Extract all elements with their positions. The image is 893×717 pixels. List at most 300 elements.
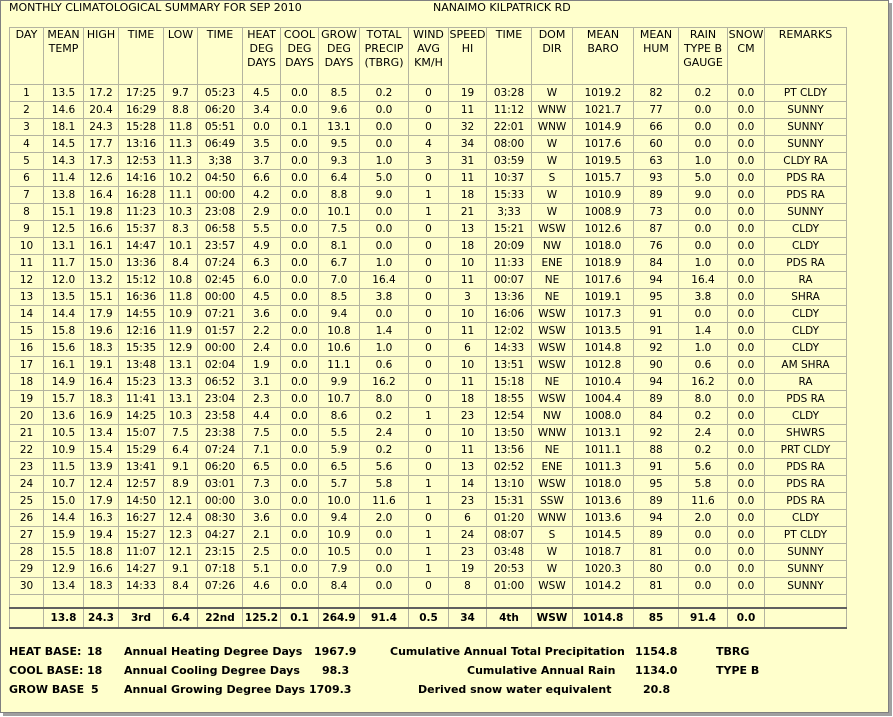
table-cell: 3.7 (243, 153, 281, 170)
table-cell: PDS RA (765, 493, 847, 510)
table-cell: 0.0 (728, 578, 765, 595)
table-cell: 06:58 (198, 221, 243, 238)
table-cell: 15:27 (119, 527, 164, 544)
table-cell: 0.0 (360, 204, 409, 221)
table-row (10, 408, 847, 425)
table-row (10, 221, 847, 238)
table-cell: 1017.6 (573, 136, 634, 153)
table-cell: 18 (449, 187, 487, 204)
table-cell: 15.8 (44, 323, 84, 340)
table-cell: 28 (10, 544, 44, 561)
table-cell: 13:36 (487, 289, 532, 306)
table-cell: 13.9 (84, 459, 119, 476)
table-cell: CLDY (765, 323, 847, 340)
table-cell: 16.6 (84, 561, 119, 578)
table-cell: 88 (634, 442, 679, 459)
table-cell: 14.5 (44, 136, 84, 153)
table-cell: 07:24 (198, 255, 243, 272)
column-header-line: DOM (538, 28, 566, 41)
table-cell: 12:57 (119, 476, 164, 493)
table-cell: 20:09 (487, 238, 532, 255)
table-cell: 7.5 (164, 425, 198, 442)
table-cell: 11 (449, 170, 487, 187)
table-cell: 14.3 (44, 153, 84, 170)
table-cell: 11.8 (164, 119, 198, 136)
table-cell: 0.0 (728, 85, 765, 102)
table-cell: 0.0 (281, 357, 319, 374)
table-row (10, 153, 847, 170)
table-cell: 1013.6 (573, 510, 634, 527)
table-cell: 15.6 (44, 340, 84, 357)
table-cell: 0.0 (728, 425, 765, 442)
table-cell: 1018.0 (573, 476, 634, 493)
table-cell: 0.0 (281, 476, 319, 493)
table-cell: 7.3 (243, 476, 281, 493)
table-cell: 0.0 (281, 255, 319, 272)
table-cell: 5.0 (679, 170, 728, 187)
table-cell: 16:27 (119, 510, 164, 527)
table-cell: 11:12 (487, 102, 532, 119)
table-cell: PT CLDY (765, 527, 847, 544)
table-cell: 16 (10, 340, 44, 357)
table-cell: 0 (409, 391, 449, 408)
table-cell: 0.1 (281, 119, 319, 136)
table-cell: 06:20 (198, 102, 243, 119)
table-cell: 80 (634, 561, 679, 578)
table-cell: 10.3 (164, 408, 198, 425)
table-cell: 03:28 (487, 85, 532, 102)
summary-cell: 91.4 (360, 608, 409, 628)
table-cell: NE (532, 272, 573, 289)
table-cell: 15 (10, 323, 44, 340)
table-cell: 13.4 (44, 578, 84, 595)
column-header-line: PRECIP (364, 42, 404, 55)
table-cell: 16.4 (84, 374, 119, 391)
table-cell: 0.0 (360, 119, 409, 136)
table-cell: 11:23 (119, 204, 164, 221)
cum-precip-label: Cumulative Annual Total Precipitation (390, 645, 625, 658)
table-cell: 5.7 (319, 476, 360, 493)
table-cell: 19.1 (84, 357, 119, 374)
table-row (10, 544, 847, 561)
table-cell: 13:10 (487, 476, 532, 493)
table-cell: CLDY (765, 408, 847, 425)
table-cell: PDS RA (765, 255, 847, 272)
table-cell: 11.9 (164, 323, 198, 340)
table-cell: 6 (449, 340, 487, 357)
table-cell: 0.0 (243, 119, 281, 136)
table-cell: 0.0 (679, 238, 728, 255)
column-header-line: REMARKS (778, 28, 833, 41)
column-header-line: DAY (15, 28, 38, 41)
table-cell: 0 (409, 578, 449, 595)
table-cell: 1 (409, 408, 449, 425)
table-cell: 13:36 (119, 255, 164, 272)
table-cell: 0.0 (679, 527, 728, 544)
table-cell: 16.4 (360, 272, 409, 289)
table-cell: WSW (532, 221, 573, 238)
table-row (10, 459, 847, 476)
table-cell: 9.4 (319, 510, 360, 527)
column-header (679, 28, 728, 85)
table-cell: W (532, 544, 573, 561)
table-row (10, 136, 847, 153)
table-cell: WNW (532, 425, 573, 442)
table-cell: CLDY (765, 340, 847, 357)
table-cell: 9.7 (164, 85, 198, 102)
table-cell: 1013.6 (573, 493, 634, 510)
table-cell: 11.3 (164, 136, 198, 153)
table-cell: AM SHRA (765, 357, 847, 374)
column-header (119, 28, 164, 85)
table-cell: 15:29 (119, 442, 164, 459)
table-cell: 00:00 (198, 187, 243, 204)
table-cell: 18.1 (44, 119, 84, 136)
table-cell: 10:37 (487, 170, 532, 187)
column-header-line: (TBRG) (364, 56, 404, 69)
table-cell: 5.1 (243, 561, 281, 578)
table-cell: 0.0 (281, 289, 319, 306)
table-cell: 0.0 (360, 578, 409, 595)
table-cell: 0.0 (281, 85, 319, 102)
table-cell: 0.0 (281, 204, 319, 221)
table-cell: 9.1 (164, 459, 198, 476)
table-cell: 12.0 (44, 272, 84, 289)
table-cell: 15:31 (487, 493, 532, 510)
table-cell: 0.0 (360, 544, 409, 561)
table-cell: 81 (634, 544, 679, 561)
table-cell: 0.0 (728, 476, 765, 493)
summary-cell (10, 608, 44, 628)
column-header-line: DAYS (324, 56, 354, 69)
table-cell: 16.1 (44, 357, 84, 374)
table-cell: 0.2 (360, 442, 409, 459)
column-header (449, 28, 487, 85)
table-cell: 0.2 (679, 85, 728, 102)
table-cell: 03:48 (487, 544, 532, 561)
table-cell: 17.3 (84, 153, 119, 170)
table-cell: 0 (409, 170, 449, 187)
table-cell: 10.0 (319, 493, 360, 510)
table-cell: 1 (409, 561, 449, 578)
table-cell: 12:53 (119, 153, 164, 170)
summary-cell: WSW (532, 608, 573, 628)
table-cell: 16:06 (487, 306, 532, 323)
table-cell: 77 (634, 102, 679, 119)
table-cell: 0.0 (728, 136, 765, 153)
table-cell: 17.9 (84, 306, 119, 323)
table-cell: 89 (634, 391, 679, 408)
table-cell: 16.2 (360, 374, 409, 391)
table-cell: 4.5 (243, 85, 281, 102)
spacer-cell (634, 595, 679, 609)
table-cell: 5.8 (679, 476, 728, 493)
table-cell: 26 (10, 510, 44, 527)
column-header (164, 28, 198, 85)
column-header-line: TOTAL (366, 28, 402, 41)
table-cell: 0.0 (728, 391, 765, 408)
table-cell: 13.1 (319, 119, 360, 136)
table-cell: 7.9 (319, 561, 360, 578)
table-cell: 13.8 (44, 187, 84, 204)
table-cell: 0.0 (728, 561, 765, 578)
table-cell: 1011.3 (573, 459, 634, 476)
table-row (10, 493, 847, 510)
table-cell: 0 (409, 272, 449, 289)
table-cell: 0.0 (360, 527, 409, 544)
table-cell: 0.0 (728, 238, 765, 255)
column-header-line: TIME (127, 28, 155, 41)
table-cell: 0.0 (281, 544, 319, 561)
table-cell: 5.6 (360, 459, 409, 476)
table-cell: 16.6 (84, 221, 119, 238)
table-cell: 19 (10, 391, 44, 408)
table-cell: 07:24 (198, 442, 243, 459)
table-cell: 2 (10, 102, 44, 119)
column-header-line: HIGH (86, 28, 116, 41)
table-cell: NE (532, 374, 573, 391)
table-cell: 13.1 (164, 357, 198, 374)
column-header (634, 28, 679, 85)
table-cell: 8.0 (360, 391, 409, 408)
table-cell: 13:48 (119, 357, 164, 374)
table-cell: 02:45 (198, 272, 243, 289)
table-cell: 0.0 (679, 578, 728, 595)
table-row (10, 374, 847, 391)
table-cell: 0.0 (360, 136, 409, 153)
table-cell: 91 (634, 323, 679, 340)
table-cell: 12.1 (164, 544, 198, 561)
table-cell: 12.4 (84, 476, 119, 493)
annual-heating-value: 1967.9 (314, 645, 357, 658)
table-cell: 10 (10, 238, 44, 255)
table-cell: SUNNY (765, 102, 847, 119)
table-cell: 12.6 (84, 170, 119, 187)
table-cell: 10 (449, 306, 487, 323)
table-cell: 0.6 (360, 357, 409, 374)
table-cell: 02:04 (198, 357, 243, 374)
table-cell: W (532, 204, 573, 221)
table-cell: 13:51 (487, 357, 532, 374)
table-row (10, 272, 847, 289)
table-cell: 2.0 (360, 510, 409, 527)
table-cell: 24 (449, 527, 487, 544)
table-cell: 89 (634, 493, 679, 510)
spacer-cell (409, 595, 449, 609)
column-header-line: DAYS (247, 56, 276, 69)
table-cell: 0.0 (679, 204, 728, 221)
table-cell: 13 (10, 289, 44, 306)
column-header (573, 28, 634, 85)
climate-table (9, 27, 847, 629)
cool-base-value: 18 (87, 664, 103, 677)
summary-cell: 6.4 (164, 608, 198, 628)
table-cell: 14:33 (119, 578, 164, 595)
table-cell: 1 (409, 476, 449, 493)
table-cell: 1.4 (679, 323, 728, 340)
table-cell: 14:33 (487, 340, 532, 357)
table-cell: 14.9 (44, 374, 84, 391)
table-cell: 12.3 (164, 527, 198, 544)
table-cell: 16.3 (84, 510, 119, 527)
table-cell: 0 (409, 340, 449, 357)
table-cell: 13:56 (487, 442, 532, 459)
table-cell: SUNNY (765, 119, 847, 136)
table-cell: 11:41 (119, 391, 164, 408)
spacer-cell (281, 595, 319, 609)
table-cell: W (532, 136, 573, 153)
column-header (319, 28, 360, 85)
table-cell: 7 (10, 187, 44, 204)
table-row (10, 102, 847, 119)
table-cell: 7.5 (319, 221, 360, 238)
table-cell: 0.0 (679, 119, 728, 136)
table-cell: 8.8 (319, 187, 360, 204)
table-row (10, 476, 847, 493)
table-cell: 2.3 (243, 391, 281, 408)
table-cell: 7.5 (243, 425, 281, 442)
table-cell: 07:26 (198, 578, 243, 595)
table-cell: 5.5 (243, 221, 281, 238)
table-cell: 91 (634, 459, 679, 476)
table-cell: 19 (449, 85, 487, 102)
table-cell: NE (532, 442, 573, 459)
table-cell: 14.4 (44, 306, 84, 323)
table-cell: 87 (634, 221, 679, 238)
table-cell: 11.1 (164, 187, 198, 204)
column-header (360, 28, 409, 85)
table-cell: 0.0 (281, 561, 319, 578)
table-cell: 0.0 (728, 442, 765, 459)
column-header-line: HI (461, 42, 474, 55)
table-cell: 7.1 (243, 442, 281, 459)
table-cell: 4.2 (243, 187, 281, 204)
table-cell: 8.4 (164, 255, 198, 272)
table-cell: 08:30 (198, 510, 243, 527)
table-cell: 16:28 (119, 187, 164, 204)
table-cell: 82 (634, 85, 679, 102)
table-cell: SUNNY (765, 136, 847, 153)
table-cell: 17.2 (84, 85, 119, 102)
table-cell: 17:25 (119, 85, 164, 102)
table-cell: 03:59 (487, 153, 532, 170)
column-header (409, 28, 449, 85)
table-cell: 23 (449, 408, 487, 425)
table-cell: 18 (449, 391, 487, 408)
table-cell: 19.6 (84, 323, 119, 340)
table-row (10, 187, 847, 204)
table-cell: 15.1 (84, 289, 119, 306)
table-cell: 12.9 (164, 340, 198, 357)
table-cell: 0.0 (360, 561, 409, 578)
column-header-line: MEAN (586, 28, 620, 41)
table-cell: 0.0 (679, 221, 728, 238)
table-cell: 63 (634, 153, 679, 170)
column-header-line: TYPE B (683, 42, 723, 55)
table-cell: 10.7 (44, 476, 84, 493)
summary-cell: 91.4 (679, 608, 728, 628)
table-cell: 4.6 (243, 578, 281, 595)
table-cell: SHWRS (765, 425, 847, 442)
table-cell: 7.0 (319, 272, 360, 289)
table-cell: 13.1 (164, 391, 198, 408)
table-cell: 0.0 (281, 527, 319, 544)
table-cell: WSW (532, 323, 573, 340)
annual-cooling-value: 98.3 (322, 664, 350, 677)
table-cell: 73 (634, 204, 679, 221)
table-cell: 11.6 (360, 493, 409, 510)
table-cell: 3.4 (243, 102, 281, 119)
table-cell: 18 (10, 374, 44, 391)
table-cell: 0.0 (281, 493, 319, 510)
table-cell: SUNNY (765, 578, 847, 595)
table-cell: 0.0 (728, 255, 765, 272)
table-cell: PDS RA (765, 391, 847, 408)
table-cell: 0.0 (728, 408, 765, 425)
table-cell: 6.5 (319, 459, 360, 476)
spacer-cell (765, 595, 847, 609)
table-row (10, 340, 847, 357)
column-header (44, 28, 84, 85)
table-cell: 22:01 (487, 119, 532, 136)
table-cell: 12.9 (44, 561, 84, 578)
table-cell: 9.0 (360, 187, 409, 204)
table-cell: SUNNY (765, 544, 847, 561)
annual-cooling-label: Annual Cooling Degree Days (124, 664, 300, 677)
table-cell: 1012.6 (573, 221, 634, 238)
table-cell: 11.5 (44, 459, 84, 476)
spacer-cell (84, 595, 119, 609)
column-header (84, 28, 119, 85)
table-cell: 16.4 (84, 187, 119, 204)
table-cell: 13.5 (44, 85, 84, 102)
table-cell: 15:37 (119, 221, 164, 238)
table-row (10, 289, 847, 306)
table-row (10, 170, 847, 187)
table-cell: PDS RA (765, 187, 847, 204)
summary-cell: 22nd (198, 608, 243, 628)
table-cell: 1019.5 (573, 153, 634, 170)
spacer-cell (198, 595, 243, 609)
table-cell: RA (765, 374, 847, 391)
table-cell: 1.0 (679, 153, 728, 170)
table-cell: 2.5 (243, 544, 281, 561)
table-cell: 1014.5 (573, 527, 634, 544)
table-cell: 1019.2 (573, 85, 634, 102)
table-cell: 3 (409, 153, 449, 170)
column-header-line: COOL (283, 28, 316, 41)
table-cell: 12 (10, 272, 44, 289)
table-cell: 0 (409, 425, 449, 442)
table-cell: 15:18 (487, 374, 532, 391)
table-cell: 13.4 (84, 425, 119, 442)
table-cell: 8.9 (164, 476, 198, 493)
table-cell: 20.4 (84, 102, 119, 119)
table-cell: 23 (10, 459, 44, 476)
table-cell: 0.0 (281, 153, 319, 170)
table-cell: 0 (409, 442, 449, 459)
table-cell: 06:52 (198, 374, 243, 391)
table-cell: 0.0 (281, 425, 319, 442)
table-row (10, 323, 847, 340)
table-cell: 18.3 (84, 391, 119, 408)
table-cell: 24 (10, 476, 44, 493)
table-cell: 0 (409, 255, 449, 272)
table-cell: 25 (10, 493, 44, 510)
table-cell: 14.4 (44, 510, 84, 527)
table-cell: 8.1 (319, 238, 360, 255)
table-cell: 1021.7 (573, 102, 634, 119)
